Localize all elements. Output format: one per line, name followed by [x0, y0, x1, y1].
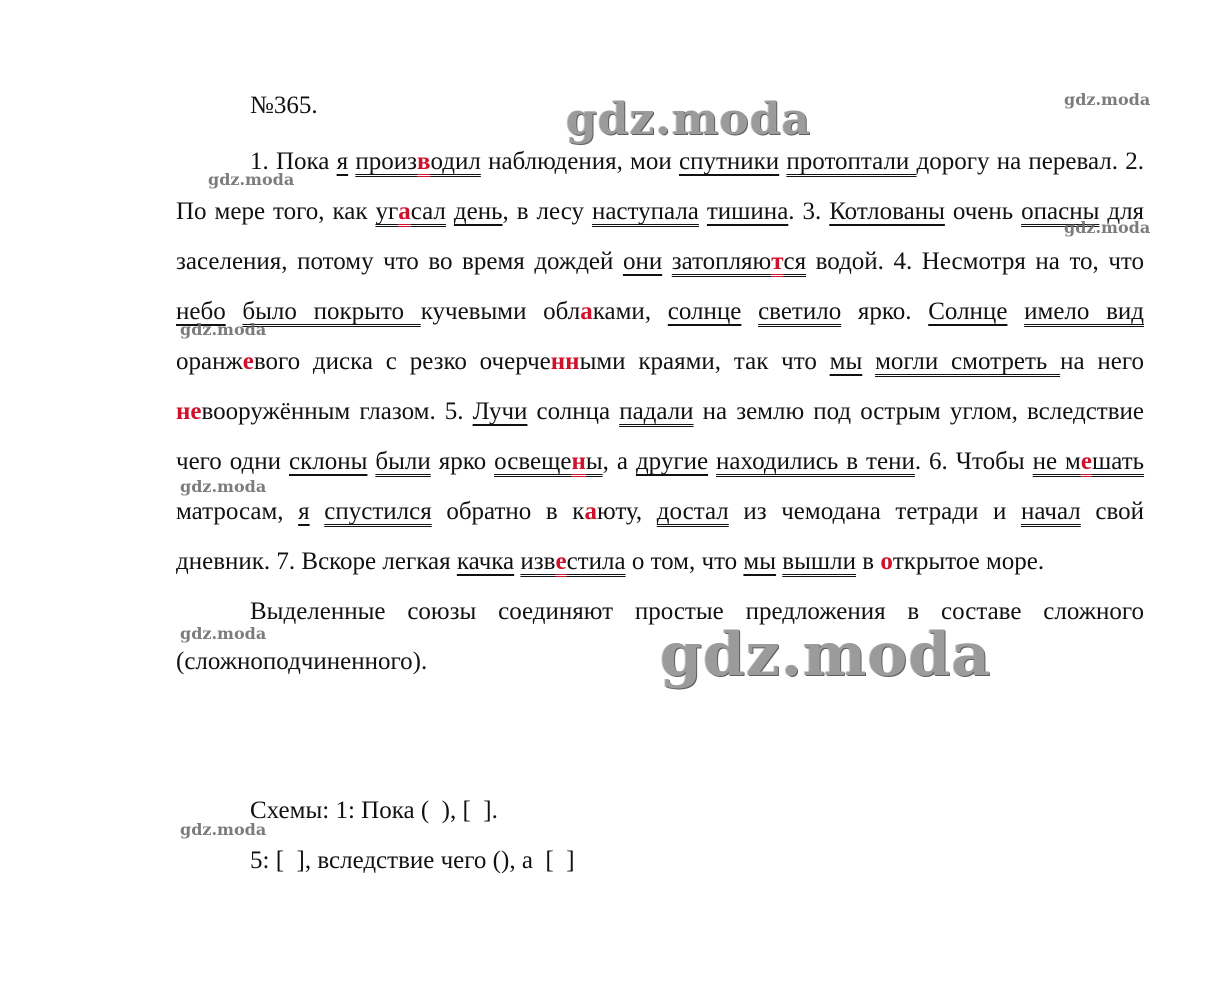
text-segment	[446, 198, 454, 225]
text-segment	[862, 348, 875, 375]
text-segment	[741, 298, 758, 325]
text-segment: ыми краями, так что	[579, 348, 830, 375]
predicate-word: сал	[410, 198, 446, 225]
highlighted-letter: а	[580, 298, 593, 325]
text-segment: вого диска с резко очерче	[253, 348, 551, 375]
text-segment	[1007, 298, 1024, 325]
text-segment: , в лесу	[502, 198, 592, 225]
predicate-word: спустился	[324, 498, 432, 525]
answer-text	[176, 137, 1144, 687]
predicate-word: достал	[656, 498, 729, 525]
text-segment: ками,	[592, 298, 668, 325]
text-segment: вооружённым глазом. 5.	[201, 398, 473, 425]
text-segment: 1. Пока	[250, 148, 337, 175]
predicate-word: светило	[758, 298, 842, 325]
text-segment: матросам,	[176, 498, 299, 525]
predicate-word: опасны	[1021, 198, 1100, 225]
watermark-logo: gdz.moda	[566, 94, 812, 145]
text-segment: о том, что	[625, 548, 744, 575]
highlighted-letter: т	[771, 248, 784, 275]
subject-word: небо	[176, 298, 226, 325]
subject-word: они	[622, 248, 663, 275]
predicate-word: начал	[1020, 498, 1081, 525]
predicate-word: уг	[375, 198, 399, 225]
text-segment	[699, 198, 707, 225]
subject-word: Солнце	[928, 298, 1008, 325]
predicate-word: находились в тени	[716, 448, 915, 475]
schemes-block	[250, 786, 575, 886]
predicate-word: вышли	[782, 548, 857, 575]
text-segment: . 3.	[788, 198, 830, 225]
watermark-logo: gdz.moda	[660, 620, 992, 690]
predicate-word: стила	[566, 548, 626, 575]
subject-word: спутники	[678, 148, 780, 175]
text-segment: юту,	[596, 498, 657, 525]
watermark-logo: gdz.moda	[180, 477, 267, 496]
watermark-logo: gdz.moda	[208, 170, 295, 189]
exercise-number: №365.	[250, 92, 318, 119]
subject-word: другие	[635, 448, 709, 475]
predicate-word: могли смотреть	[875, 348, 1061, 375]
predicate-word: ся	[783, 248, 807, 275]
watermark-logo: gdz.moda	[1064, 218, 1151, 237]
scheme-line-1: Схемы: 1: Пока ( ), [ ].	[250, 797, 498, 824]
predicate-word: ы	[585, 448, 603, 475]
subject-word: Лучи	[472, 398, 528, 425]
text-segment: обратно в к	[431, 498, 585, 525]
predicate-word: наступала	[591, 198, 699, 225]
subject-word: мы	[829, 348, 863, 375]
highlighted-letter: нн	[550, 348, 580, 375]
predicate-word: не м	[1032, 448, 1081, 475]
text-segment: дорогу на перевал. 2. По мере того, как	[176, 148, 1144, 225]
text-segment: на землю под острым углом, вследствие чего одни	[176, 398, 1144, 475]
subject-word: тишина	[706, 198, 789, 225]
predicate-word: шать	[1092, 448, 1145, 475]
text-segment: , а	[602, 448, 636, 475]
predicate-word: были	[375, 448, 431, 475]
highlighted-letter: о	[880, 548, 893, 575]
predicate-word: имело вид	[1024, 298, 1144, 325]
text-segment: ярко	[430, 448, 495, 475]
text-segment: на него	[1060, 348, 1145, 375]
predicate-word: произ	[355, 148, 417, 175]
subject-word: солнце	[667, 298, 742, 325]
subject-word: мы	[743, 548, 777, 575]
highlighted-letter: а	[584, 498, 597, 525]
subject-word: склоны	[289, 448, 368, 475]
subject-word: качка	[456, 548, 515, 575]
text-segment: свой дневник. 7. Вскоре легкая	[176, 498, 1144, 575]
text-segment: водой. 4. Несмотря на то, что	[806, 248, 1145, 275]
text-segment	[310, 498, 325, 525]
highlighted-letter: в	[416, 148, 431, 175]
highlighted-letter: н	[571, 448, 586, 475]
text-segment: для заселения, потому что во время дождей	[176, 198, 1145, 275]
predicate-word: затопляю	[671, 248, 772, 275]
text-segment: оранж	[176, 348, 243, 375]
subject-word: я	[336, 148, 349, 175]
text-segment: солнца	[527, 398, 620, 425]
highlighted-letter: е	[1080, 448, 1092, 475]
predicate-word: изв	[520, 548, 556, 575]
text-segment: в	[856, 548, 881, 575]
text-segment	[708, 448, 716, 475]
text-segment: наблюдения, мои	[480, 148, 679, 175]
scheme-line-2: 5: [ ], вследствие чего (), а [ ]	[250, 847, 575, 874]
predicate-word: одил	[430, 148, 481, 175]
conclusion-paragraph: Выделенные союзы соединяют простые предложения в составе сложного (сложноподчиненного).	[176, 598, 1144, 675]
text-segment	[662, 248, 672, 275]
highlighted-letter: а	[398, 198, 411, 225]
text-segment: из чемодана тетради и	[728, 498, 1021, 525]
text-segment: кучевыми обл	[420, 298, 581, 325]
predicate-word: падали	[619, 398, 694, 425]
predicate-word: протоптали	[786, 148, 917, 175]
text-segment: очень	[944, 198, 1022, 225]
highlighted-letter: е	[242, 348, 254, 375]
watermark-logo: gdz.moda	[1064, 90, 1151, 109]
watermark-logo: gdz.moda	[180, 320, 267, 339]
subject-word: я	[298, 498, 310, 525]
watermark-logo: gdz.moda	[180, 820, 267, 839]
text-segment: ткрытое море.	[892, 548, 1045, 575]
text-segment: ярко.	[841, 298, 929, 325]
answer-paragraph	[176, 137, 1144, 587]
predicate-word: было покрыто	[242, 298, 421, 325]
highlighted-letter: е	[555, 548, 567, 575]
predicate-word: освеще	[494, 448, 572, 475]
watermark-logo: gdz.moda	[180, 624, 267, 643]
subject-word: день	[453, 198, 503, 225]
subject-word: Котлованы	[829, 198, 945, 225]
highlighted-letter: не	[176, 398, 202, 425]
text-segment: . 6. Чтобы	[914, 448, 1033, 475]
